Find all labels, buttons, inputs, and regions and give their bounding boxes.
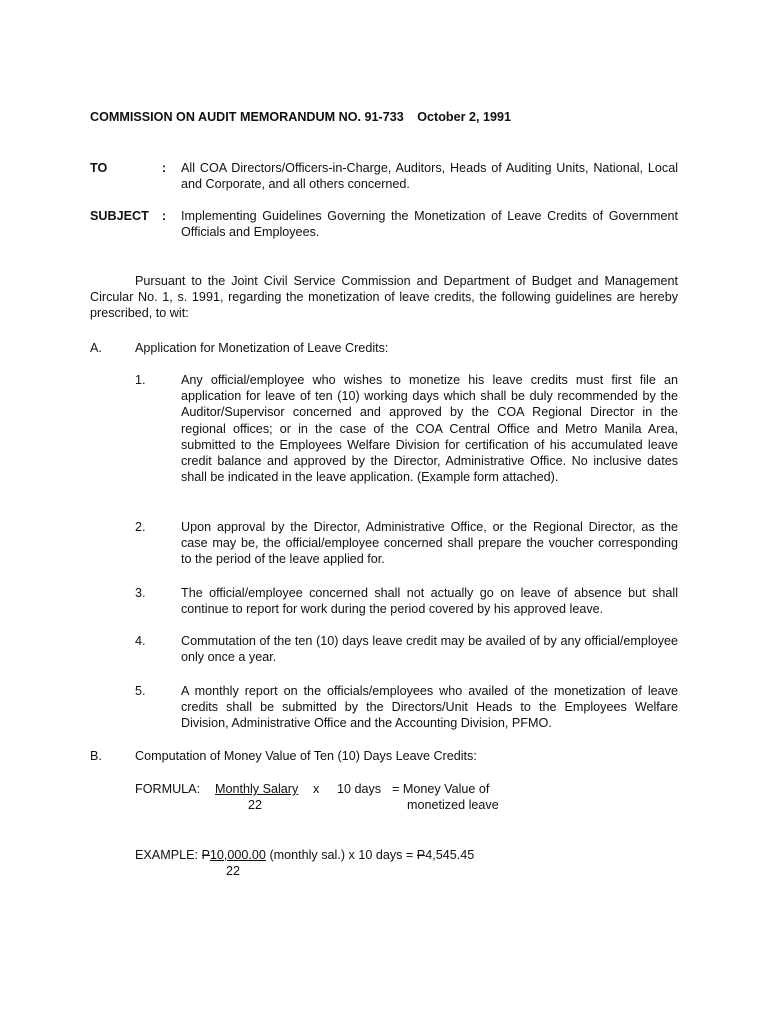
section-b-title: Computation of Money Value of Ten (10) Days Leave Credits:: [135, 749, 477, 763]
item-number: 5.: [135, 684, 146, 698]
subject-label: SUBJECT: [90, 209, 149, 223]
example-amount-value: 10,000.00: [209, 848, 266, 862]
formula-days: 10 days: [337, 782, 382, 796]
section-b-letter: B.: [90, 749, 102, 763]
list-item: A monthly report on the officials/employees who availed of the monetization of leave credits shall be submitted by the Directors/Unit Heads to the Employees Welfare Division, Administrative Office and the Accounting Division, PFMO.: [181, 684, 678, 731]
to-text: All COA Directors/Officers-in-Charge, Auditors, Heads of Auditing Units, National, Local and Corporate, and all others concerned.: [181, 161, 678, 192]
section-a-letter: A.: [90, 341, 102, 355]
list-item: Any official/employee who wishes to monetize his leave credits must first file an application for leave of ten (10) working days which shall be duly recommended by the Auditor/Supervisor concerned and approved by the COA Regional Director in the regional offices; or in the case of the COA Central Office and Metro Manila Area, submitted to the Employees Welfare Division for certification of his accumulated leave credit balance and approved by the Director, Administrative Office. No inclusive dates shall be indicated in the leave application. (Example form attached).: [181, 373, 678, 485]
item-number: 2.: [135, 520, 146, 534]
section-a-title: Application for Monetization of Leave Credits:: [135, 341, 389, 355]
peso-sign: P: [416, 848, 426, 862]
example-label: EXAMPLE:: [135, 848, 198, 862]
formula-times: x: [313, 782, 320, 796]
memo-header: [90, 109, 511, 125]
to-colon: :: [162, 161, 167, 175]
to-label: TO: [90, 161, 108, 175]
list-item: Upon approval by the Director, Administrative Office, or the Regional Director, as the case may be, the official/employee concerned shall prepare the voucher corresponding to the period of the leave applied for.: [181, 520, 678, 567]
memo-date: October 2, 1991: [417, 110, 512, 124]
example-denominator: 22: [226, 864, 241, 878]
list-item: The official/employee concerned shall not actually go on leave of absence but shall continue to report for work during the period covered by his approved leave.: [181, 586, 678, 617]
formula-denominator: 22: [248, 798, 263, 812]
memo-number: COMMISSION ON AUDIT MEMORANDUM NO. 91-733: [90, 110, 404, 124]
item-number: 3.: [135, 586, 146, 600]
intro-paragraph: Pursuant to the Joint Civil Service Commission and Department of Budget and Management Circular No. 1, s. 1991, regarding the monetization of leave credits, the following guidelines are hereby prescribed, to wit:: [90, 274, 678, 321]
example-line: [135, 847, 474, 863]
example-result: 4,545.45: [425, 848, 475, 862]
subject-text: Implementing Guidelines Governing the Monetization of Leave Credits of Government Officials and Employees.: [181, 209, 678, 240]
example-rest: (monthly sal.) x 10 days =: [269, 848, 414, 862]
item-number: 1.: [135, 373, 146, 387]
list-item: Commutation of the ten (10) days leave credit may be availed of by any official/employee only once a year.: [181, 634, 678, 665]
formula-equals: = Money Value of: [392, 782, 490, 796]
example-amount: [202, 848, 266, 862]
subject-colon: :: [162, 209, 167, 223]
item-number: 4.: [135, 634, 146, 648]
formula-numerator: Monthly Salary: [215, 782, 299, 796]
formula-label: FORMULA:: [135, 782, 201, 796]
formula-result-line2: monetized leave: [407, 798, 499, 812]
peso-sign: P: [201, 848, 210, 862]
